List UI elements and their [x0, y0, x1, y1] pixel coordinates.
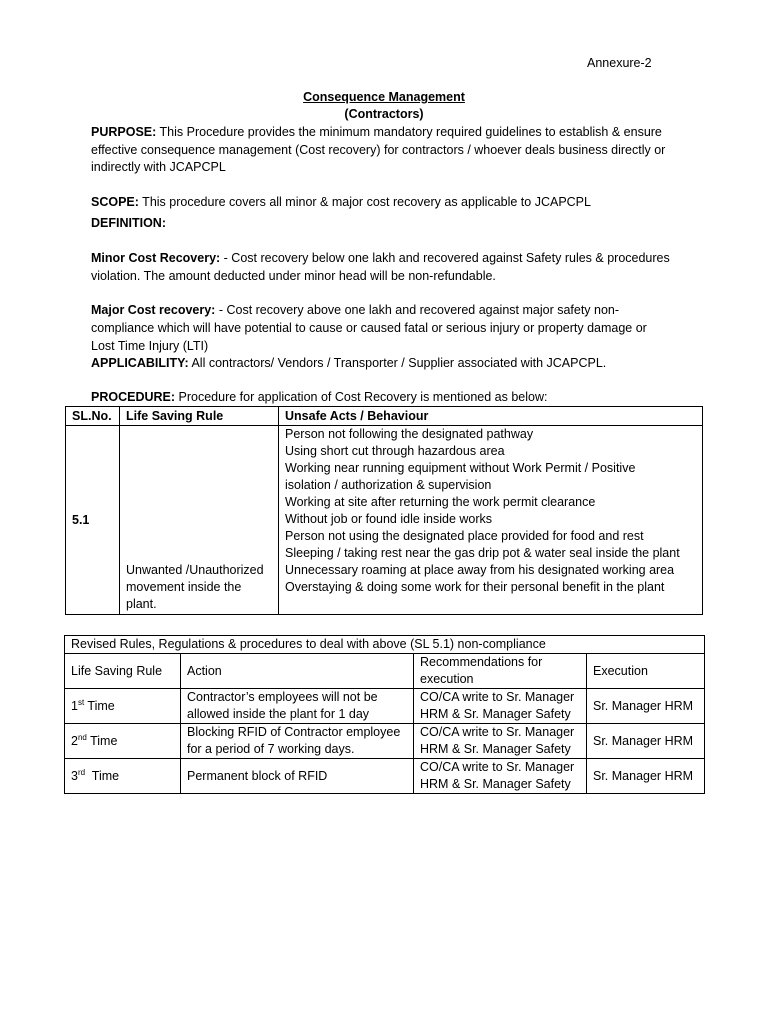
list-item: Sleeping / taking rest near the gas drip pot & water seal inside the plant: [285, 546, 680, 560]
table-row: [65, 759, 705, 794]
header-recommendations: Recommendations for execution: [414, 654, 587, 689]
header-sl-no: SL.No.: [66, 407, 120, 426]
list-item: Person not using the designated place provided for food and rest: [285, 529, 644, 543]
table-header-row: [66, 407, 703, 426]
sl-number: 5.1: [66, 426, 120, 615]
action-cell: Permanent block of RFID: [181, 759, 414, 794]
table-header-row: [65, 654, 705, 689]
header-life-saving-rule: Life Saving Rule: [120, 407, 279, 426]
occurrence-cell: 1st Time: [65, 689, 181, 724]
list-item: Unnecessary roaming at place away from his designated working area: [285, 563, 675, 577]
occurrence-cell: 2nd Time: [65, 724, 181, 759]
header-life-saving-rule: Life Saving Rule: [65, 654, 181, 689]
execution-cell: Sr. Manager HRM: [587, 689, 705, 724]
recommendation-cell: CO/CA write to Sr. Manager HRM & Sr. Manager Safety: [414, 724, 587, 759]
action-cell: Contractor’s employees will not be allowed inside the plant for 1 day: [181, 689, 414, 724]
list-item: Person not following the designated pathway: [285, 427, 534, 441]
table-row: [65, 689, 705, 724]
table-caption: Revised Rules, Regulations & procedures to deal with above (SL 5.1) non-compliance: [65, 636, 705, 654]
action-cell: Blocking RFID of Contractor employee for a period of 7 working days.: [181, 724, 414, 759]
list-item: Using short cut through hazardous area: [285, 444, 505, 458]
table-row: [65, 724, 705, 759]
list-item: Working at site after returning the work permit clearance: [285, 495, 596, 509]
unsafe-acts-table: [65, 406, 703, 615]
header-execution: Execution: [587, 654, 705, 689]
recommendation-cell: CO/CA write to Sr. Manager HRM & Sr. Manager Safety: [414, 759, 587, 794]
list-item: Working near running equipment without Work Permit / Positive: [285, 461, 636, 475]
recommendation-cell: CO/CA write to Sr. Manager HRM & Sr. Manager Safety: [414, 689, 587, 724]
execution-cell: Sr. Manager HRM: [587, 759, 705, 794]
revised-rules-table: [64, 635, 705, 794]
life-saving-rule: Unwanted /Unauthorized movement inside the plant.: [120, 426, 279, 615]
table-caption-row: [65, 636, 705, 654]
list-item: Overstaying & doing some work for their personal benefit in the plant: [285, 580, 665, 594]
header-unsafe-acts: Unsafe Acts / Behaviour: [279, 407, 703, 426]
definition-heading: DEFINITION:: [91, 216, 166, 230]
header-action: Action: [181, 654, 414, 689]
occurrence-cell: 3rd Time: [65, 759, 181, 794]
document-title: Consequence Management: [303, 90, 465, 104]
table-row: [66, 426, 703, 615]
list-item: Without job or found idle inside works: [285, 512, 493, 526]
unsafe-acts-list: [279, 426, 703, 615]
document-subtitle: (Contractors): [344, 107, 424, 121]
execution-cell: Sr. Manager HRM: [587, 724, 705, 759]
list-item: isolation / authorization & supervision: [285, 478, 492, 492]
annexure-label: Annexure-2: [587, 56, 652, 70]
